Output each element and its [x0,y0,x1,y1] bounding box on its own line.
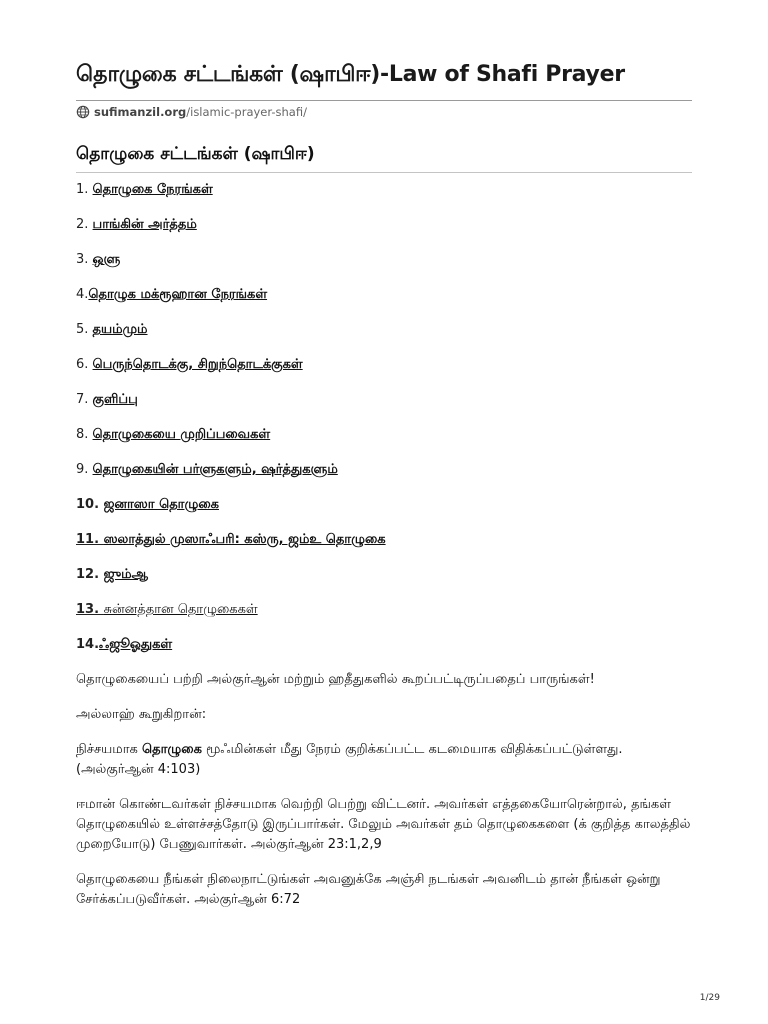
page-number: 1/29 [699,993,720,1003]
heading-divider [76,172,692,173]
toc-item [76,530,386,565]
toc-link-wudu[interactable]: ஒளு [92,252,121,267]
toc-link-azan-meaning[interactable]: பாங்கின் அர்த்தம் [92,217,197,232]
toc-number: 5. [76,322,93,337]
document-title: தொழுகை சட்டங்கள் (ஷாபிஈ)-Law of Shafi Prayer [76,62,625,87]
toc-link-traveller-prayer[interactable]: ஸலாத்துல் முஸாஃபரி: கஸ்ரு, ஜம்உ தொழுகை [103,532,386,547]
toc-item [76,565,386,600]
toc-link-makruh-times[interactable]: தொழுக மக்ரூஹான நேரங்கள் [88,287,268,302]
paragraph-quran-6-72: தொழுகையை நீங்கள் நிலைநாட்டுங்கள் அவனுக்கே அஞ்சி நடங்கள் அவனிடம் தான் நீங்கள் ஒன்று சேர்க்கப்படுவீர்கள். அல்குர்ஆன் 6:72 [76,872,661,907]
paragraph-allah-says: அல்லாஹ் கூறுகிறான்: [76,707,207,722]
toc-item [76,495,386,530]
toc-number: 8. [76,427,93,442]
toc-item [76,180,386,215]
globe-icon [76,105,90,119]
toc-link-janaza-prayer[interactable]: ஜனாஸா தொழுகை [103,497,219,512]
paragraph-text: மூஃமின்கள் மீது நேரம் குறிக்கப்பட்ட கடமையாக விதிக்கப்பட்டுள்ளது. (அல்குர்ஆன் 4:103) [76,742,623,777]
toc-item [76,215,386,250]
toc-item [76,285,386,320]
toc-link-jumuah[interactable]: ஜும்ஆ [103,567,149,582]
toc-link-prayer-times[interactable]: தொழுகை நேரங்கள் [92,182,213,197]
toc-link-bathing[interactable]: குளிப்பு [92,392,138,407]
toc-item [76,320,386,355]
toc-link-impurities[interactable]: பெருந்தொடக்கு, சிறுந்தொடக்குகள் [92,357,303,372]
emphasis-text: தொழுகை [142,742,202,757]
toc-link-wird[interactable]: ஃஜூஓதுகள் [99,637,173,652]
toc-item [76,635,386,670]
toc-item [76,425,386,460]
toc-number: 11. [76,532,104,547]
toc-number: 10. [76,497,104,512]
section-heading: தொழுகை சட்டங்கள் (ஷாபிஈ) [76,144,315,164]
toc-number: 3. [76,252,93,267]
toc-number: 12. [76,567,104,582]
toc-item [76,250,386,285]
toc-link-sunnah-prayers[interactable]: சுன்னத்தான தொழுகைகள் [103,602,258,617]
document-body [76,670,692,925]
toc-number: 13. [76,602,104,617]
toc-item [76,390,386,425]
source-domain[interactable]: sufimanzil.org [94,105,187,119]
toc-number: 9. [76,462,93,477]
paragraph-intro: தொழுகையைப் பற்றி அல்குர்ஆன் மற்றும் ஹதீதுகளில் கூறப்பட்டிருப்பதைப் பாருங்கள்! [76,672,595,687]
source-link[interactable] [76,105,307,119]
toc-item [76,600,386,635]
source-path[interactable]: /islamic-prayer-shafi/ [186,105,307,119]
paragraph-text: நிச்சயமாக [76,742,143,757]
toc-number: 4. [76,287,89,302]
toc-link-tayammum[interactable]: தயம்மும் [92,322,148,337]
toc-number: 2. [76,217,93,232]
paragraph-quran-23: ஈமான் கொண்டவர்கள் நிச்சயமாக வெற்றி பெற்று விட்டனர். அவர்கள் எத்தகையோரென்றால், தங்கள் தொழுகையில் உள்ளச்சத்தோடு இருப்பார்கள். மேலும் அவர்கள் தம் தொழுகைகளை (க் குறித்த காலத்தில் முறையோடு) பேணுவார்கள். அல்குர்ஆன் 23:1,2,9 [76,797,691,852]
table-of-contents [76,180,386,670]
paragraph-quran-4-103 [76,740,692,780]
toc-number: 7. [76,392,93,407]
toc-number: 14. [76,637,100,652]
title-divider [76,100,692,101]
toc-link-fard-and-conditions[interactable]: தொழுகையின் பர்ளுகளும், ஷர்த்துகளும் [92,462,338,477]
toc-item [76,460,386,495]
toc-number: 6. [76,357,93,372]
toc-number: 1. [76,182,93,197]
toc-link-prayer-invalidators[interactable]: தொழுகையை முறிப்பவைகள் [92,427,271,442]
toc-item [76,355,386,390]
